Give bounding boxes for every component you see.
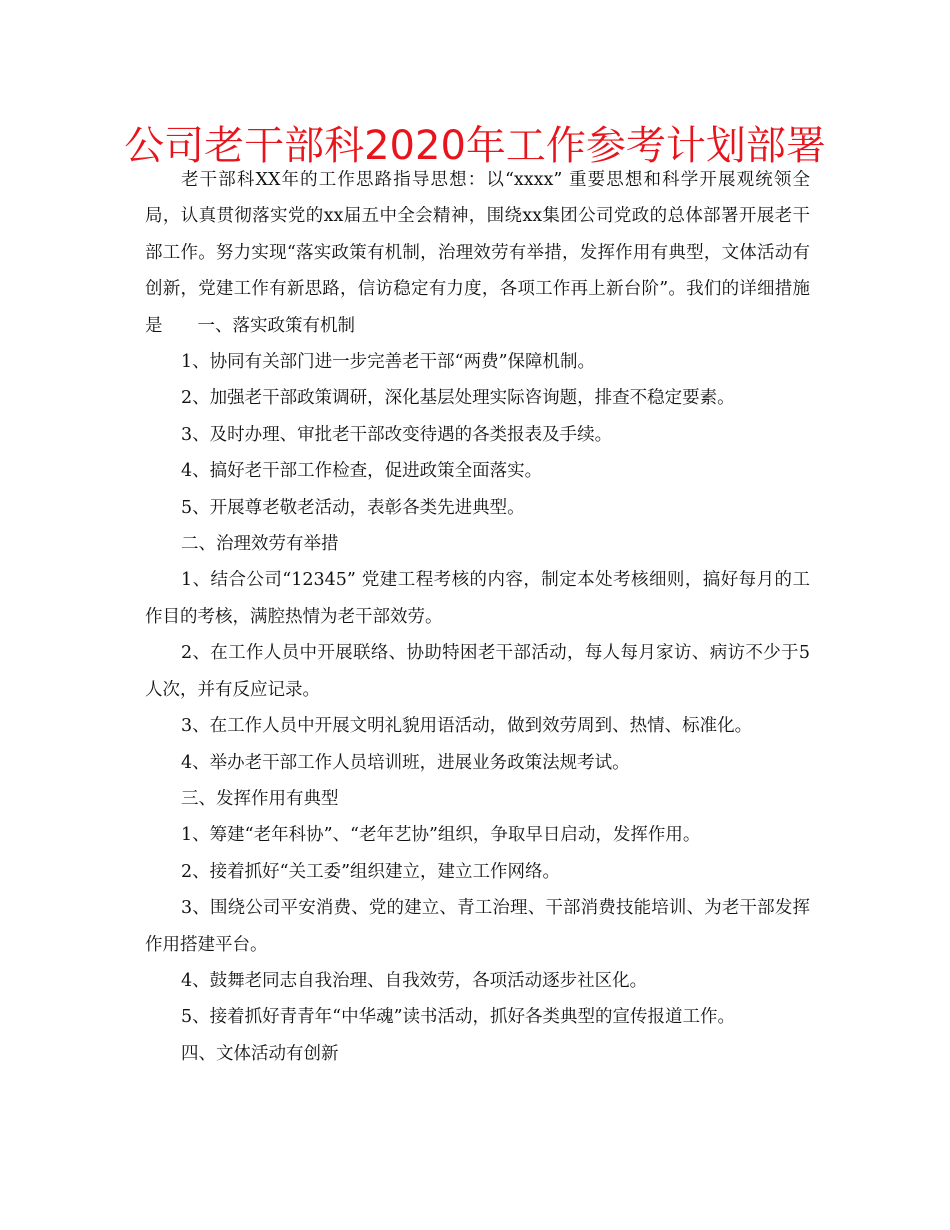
document-title: 公司老干部科2020年工作参考计划部署 — [124, 123, 826, 169]
paragraph: 4、举办老干部工作人员培训班，进展业务政策法规考试。 — [181, 752, 630, 773]
paragraph: 1、结合公司“12345” 党建工程考核的内容，制定本处考核细则，搞好每月的工作目的考核，满腔热情为老干部效劳。 — [145, 570, 810, 627]
paragraph: 5、接着抓好青青年“中华魂”读书活动，抓好各类典型的宣传报道工作。 — [181, 1007, 736, 1028]
paragraph: 4、鼓舞老同志自我治理、自我效劳，各项活动逐步社区化。 — [181, 970, 648, 991]
document-body — [145, 162, 810, 1072]
section-heading: 四、文体活动有创新 — [181, 1043, 339, 1064]
paragraph: 1、协同有关部门进一步完善老干部“两费”保障机制。 — [181, 352, 596, 373]
section-heading: 三、发挥作用有典型 — [181, 788, 339, 809]
section-heading: 二、治理效劳有举措 — [181, 534, 339, 555]
paragraph: 2、接着抓好“关工委”组织建立，建立工作网络。 — [181, 861, 561, 882]
paragraph: 3、及时办理、审批老干部改变待遇的各类报表及手续。 — [181, 424, 613, 445]
paragraph: 2、加强老干部政策调研，深化基层处理实际咨询题，排查不稳定要素。 — [181, 388, 735, 409]
paragraph: 2、在工作人员中开展联络、协助特困老干部活动，每人每月家访、病访不少于5人次，并有反应记录。 — [145, 643, 810, 700]
paragraph: 4、搞好老干部工作检查，促进政策全面落实。 — [181, 461, 543, 482]
paragraph: 3、围绕公司平安消费、党的建立、青工治理、干部消费技能培训、为老干部发挥作用搭建平台。 — [145, 898, 810, 955]
paragraph-intro: 老干部科XX年的工作思路指导思想：以“xxxx” 重要思想和科学开展观统领全局，认真贯彻落实党的xx届五中全会精神，围绕xx集团公司党政的总体部署开展老干部工作。努力实现“落实政策有机制，治理效劳有举措，发挥作用有典型，文体活动有创新，党建工作有新思路，信访稳定有力度，各项工作再上新台阶”。我们的详细措施是 一、落实政策有机制 — [145, 170, 810, 336]
paragraph: 5、开展尊老敬老活动，表彰各类先进典型。 — [181, 497, 525, 518]
paragraph: 1、筹建“老年科协”、“老年艺协”组织，争取早日启动，发挥作用。 — [181, 825, 701, 846]
paragraph: 3、在工作人员中开展文明礼貌用语活动，做到效劳周到、热情、标准化。 — [181, 716, 753, 737]
